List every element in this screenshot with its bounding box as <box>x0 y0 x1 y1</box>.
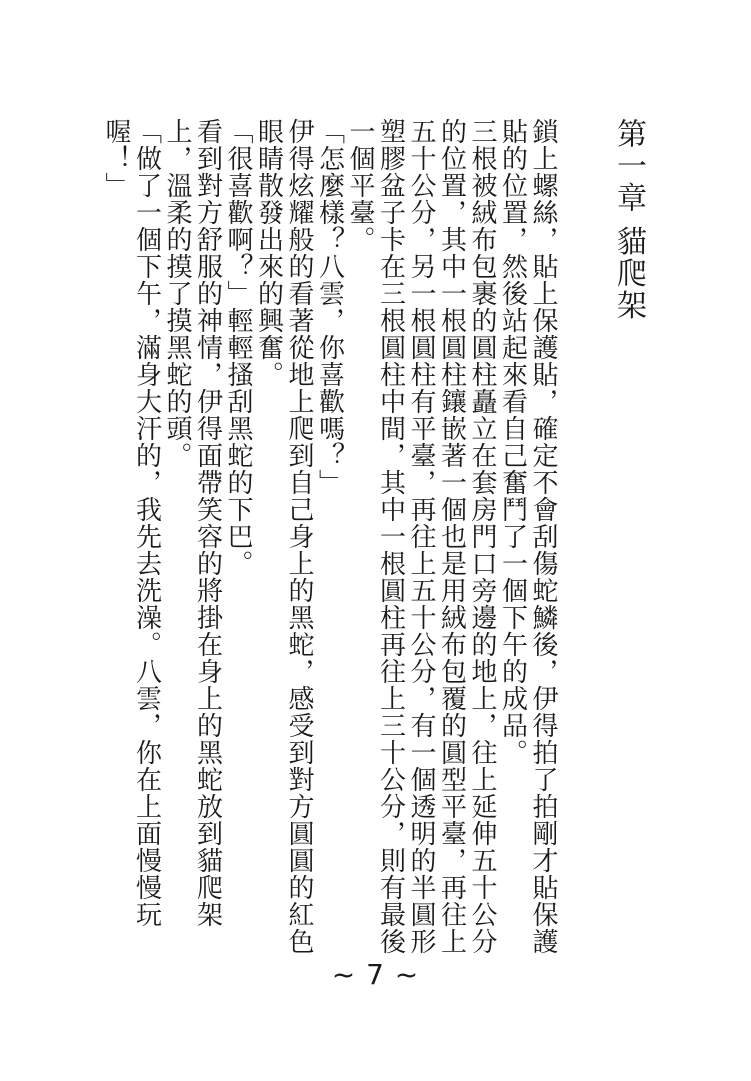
paragraph: 「做了一個下午，滿身大汗的，我先去洗澡。八雲，你在上面慢慢玩喔！」 <box>101 118 162 928</box>
paragraph: 「怎麼樣？八雲，你喜歡嗎？」 <box>314 118 345 496</box>
vertical-text-block <box>101 118 646 960</box>
chapter-title: 第一章 貓爬架 <box>611 118 646 322</box>
paragraph: 三根被絨布包裹的圓柱矗立在套房門口旁邊的地上，往上延伸五十公分的位置，其中一根圓柱鑲嵌著一個也是用絨布包覆的圓型平臺，再往上五十公分，另一根圓柱有平臺，再往上五十公分，有一個透明的半圓形塑膠盆子卡在三根圓柱中間，其中一根圓柱再往上三十公分，則有最後一個平臺。 <box>345 118 497 955</box>
paragraph: 鎖上螺絲，貼上保護貼，確定不會刮傷蛇鱗後，伊得拍了拍剛才貼保護貼的位置，然後站起來看自己奮鬥了一個下午的成品。 <box>497 118 558 955</box>
paragraph: 「很喜歡啊？」輕輕搔刮黑蛇的下巴。 <box>223 118 253 577</box>
paragraph: 看到對方舒服的神情，伊得面帶笑容的將掛在身上的黑蛇放到貓爬架上，溫柔的摸了摸黑蛇的頭。 <box>162 118 223 928</box>
page-number: ~ 7 ~ <box>331 958 420 991</box>
paragraph: 伊得炫耀般的看著從地上爬到自己身上的黑蛇，感受到對方圓圓的紅色眼睛散發出來的興奮。 <box>253 118 314 955</box>
